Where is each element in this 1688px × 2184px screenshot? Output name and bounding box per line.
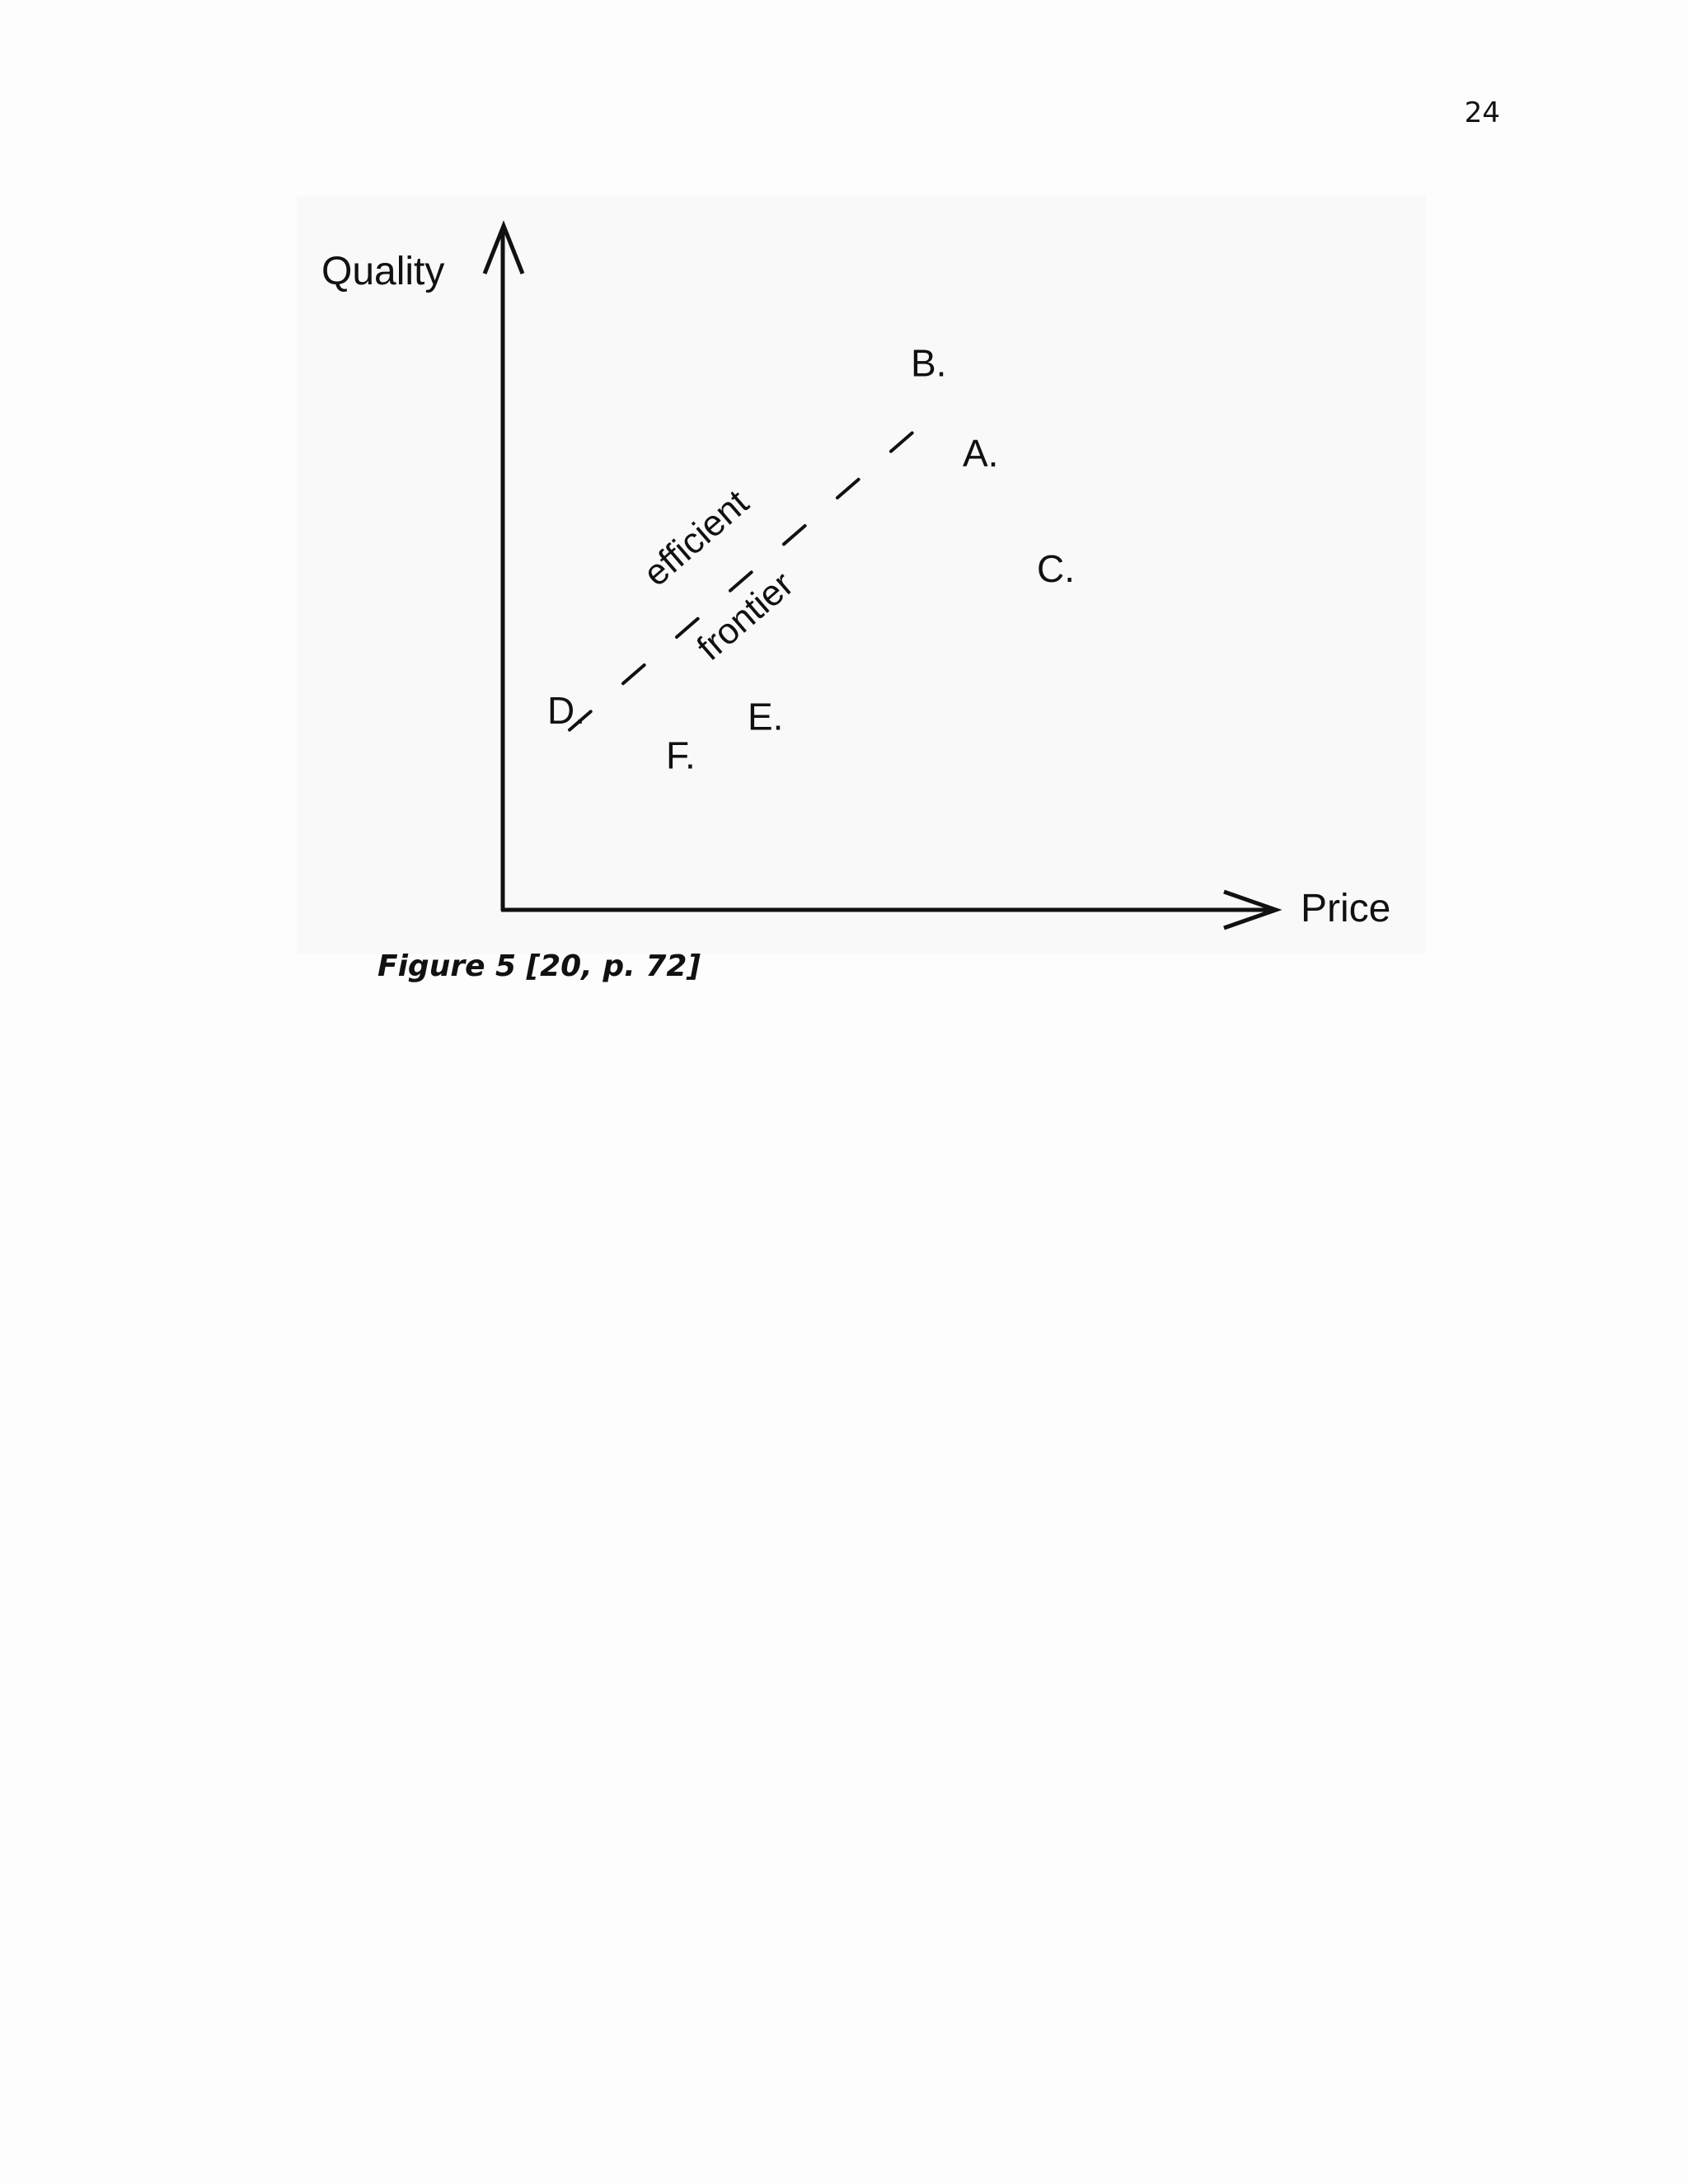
- point-label-b: B.: [911, 341, 947, 385]
- figure-caption: Figure 5 [20, p. 72]: [377, 949, 701, 983]
- x-axis-label: Price: [1301, 887, 1391, 930]
- frontier-label-frontier: frontier: [689, 564, 802, 668]
- point-label-e: E.: [748, 695, 784, 738]
- y-axis-label: Quality: [321, 250, 445, 293]
- point-label-f: F.: [666, 733, 696, 777]
- point-label-c: C.: [1037, 547, 1075, 591]
- point-label-a: A.: [963, 431, 999, 475]
- point-labels: [547, 342, 1075, 777]
- point-label-d: D.: [547, 688, 585, 732]
- frontier-label-efficient: efficient: [635, 482, 757, 594]
- efficient-frontier-line: [570, 421, 926, 729]
- page-number: 24: [1464, 96, 1500, 129]
